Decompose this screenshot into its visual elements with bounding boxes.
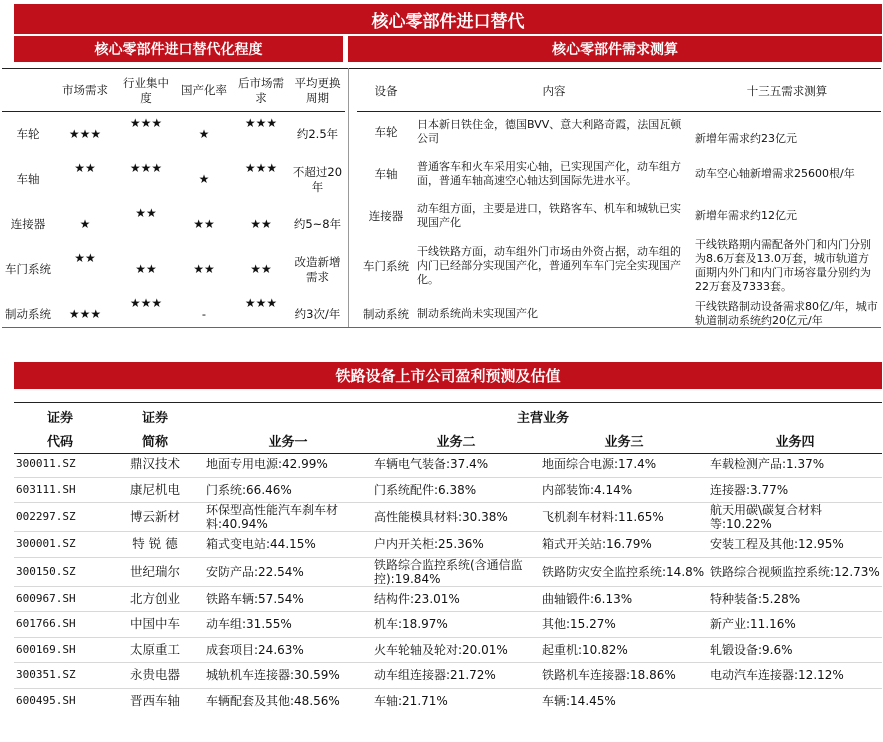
table-row [14, 586, 882, 612]
header-business-1: 业务一 [268, 434, 308, 450]
business-1: 动车组:31.55% [206, 617, 292, 632]
business-3: 箱式开关站:16.79% [542, 537, 652, 552]
table-row [14, 503, 882, 532]
business-2: 机车:18.97% [374, 617, 448, 632]
header-business-2: 业务二 [436, 434, 476, 450]
security-code: 002297.SZ [16, 510, 76, 523]
table-row [14, 532, 882, 558]
component-name: 制动系统 [5, 307, 51, 321]
table-row [14, 477, 882, 503]
table-row [2, 292, 345, 337]
market-stars: ★★★ [68, 127, 102, 141]
business-2: 户内开关柜:25.36% [374, 537, 484, 552]
business-3: 起重机:10.82% [542, 642, 628, 657]
security-code: 603111.SH [16, 482, 76, 496]
earnings-table [14, 404, 882, 713]
device-name: 车门系统 [363, 258, 409, 273]
device-content: 动车组方面，主要是进口，铁路客车、机车和城轨已实现国产化 [417, 201, 681, 229]
security-name: 康尼机电 [129, 481, 180, 497]
business-2: 高性能模具材料:30.38% [374, 510, 508, 524]
business-1: 成套项目:24.63% [206, 642, 304, 657]
security-code: 300011.SZ [16, 457, 76, 471]
market-stars: ★ [79, 217, 91, 231]
business-3: 内部装饰:4.14% [542, 482, 633, 497]
component-name: 车轮 [16, 127, 40, 141]
business-4 [708, 688, 882, 713]
localization-stars: ★ [198, 127, 210, 141]
aftermarket-stars: ★★★ [244, 296, 278, 310]
component-name: 连接器 [10, 217, 46, 231]
business-4: 特种装备:5.28% [710, 591, 801, 606]
business-1: 环保型高性能汽车刹车材料:40.94% [206, 503, 339, 531]
business-3: 曲轴锻件:6.13% [542, 591, 633, 606]
business-2: 铁路综合监控系统(含通信监控):19.84% [374, 557, 523, 586]
section-divider [348, 68, 349, 327]
device-demand: 干线铁路期内需配备外门和内门分别为8.6万套及13.0万套，城市轨道方面期内外门和内门市场容量分别约为22万套及7333套。 [695, 237, 871, 293]
earnings-header-top [14, 404, 882, 428]
business-3: 地面综合电源:17.4% [542, 457, 657, 472]
concentration-stars: ★★★ [129, 161, 163, 175]
aftermarket-stars: ★★★ [244, 116, 278, 130]
device-demand: 动车空心轴新增需求25600根/年 [695, 166, 855, 180]
security-name: 中国中车 [129, 616, 180, 632]
header-business-4: 业务四 [775, 434, 815, 450]
business-4: 连接器:3.77% [710, 482, 789, 497]
header-concentration: 行业集中度 [116, 70, 176, 112]
header-replacement-cycle: 平均更换周期 [290, 70, 345, 112]
security-name: 晋西车轴 [129, 692, 180, 708]
earnings-header-bottom [14, 428, 882, 452]
concentration-stars: ★★ [135, 262, 157, 276]
header-device: 设备 [357, 70, 415, 112]
business-1: 安防产品:22.54% [206, 564, 304, 579]
localization-stars: ★ [198, 172, 210, 186]
bottom-section-banner [14, 362, 882, 389]
market-stars: ★★ [74, 251, 96, 265]
business-1: 城轨机车连接器:30.59% [206, 668, 340, 683]
security-name: 特 锐 德 [132, 536, 178, 552]
table-row [14, 688, 882, 713]
bottom-section-title: 铁路设备上市公司盈利预测及估值 [335, 367, 561, 385]
business-4: 铁路综合视频监控系统:12.73% [710, 564, 880, 579]
market-stars: ★★ [74, 161, 96, 175]
business-1: 箱式变电站:44.15% [206, 537, 316, 552]
replacement-cycle: 不超过20年 [292, 164, 343, 194]
concentration-stars: ★★ [135, 206, 157, 220]
device-content: 干线铁路方面，动车组外门市场由外资占据，动车组的内门已经部分实现国产化，普通列车车门完全实现国产化。 [417, 244, 681, 286]
table-row [14, 557, 882, 586]
concentration-stars: ★★★ [129, 116, 163, 130]
top-rule [2, 68, 881, 69]
right-section-header [348, 36, 882, 62]
security-code: 601766.SH [16, 617, 76, 631]
header-name-top: 证券 [141, 410, 168, 426]
main-title: 核心零部件进口替代 [371, 11, 525, 32]
security-name: 永贵电器 [129, 667, 180, 683]
header-localization-rate: 国产化率 [176, 70, 232, 112]
header-code-top: 证券 [46, 410, 73, 426]
device-name: 车轴 [374, 166, 398, 181]
security-code: 300351.SZ [16, 668, 76, 682]
business-4: 新产业:11.16% [710, 617, 796, 632]
business-1: 铁路车辆:57.54% [206, 591, 304, 606]
replacement-cycle: 约2.5年 [296, 127, 339, 141]
business-1: 车辆配套及其他:48.56% [206, 693, 340, 708]
header-code-bottom: 代码 [46, 434, 73, 450]
security-name: 世纪瑞尔 [129, 563, 180, 579]
business-3: 铁路防灾安全监控系统:14.8% [542, 564, 705, 579]
aftermarket-stars: ★★ [250, 262, 272, 276]
security-code: 300001.SZ [16, 537, 76, 551]
business-4: 车载检测产品:1.37% [710, 457, 825, 472]
table-row [14, 663, 882, 689]
main-title-banner [14, 4, 882, 34]
table-row [14, 452, 882, 477]
table-row [357, 236, 881, 296]
device-content: 制动系统尚未实现国产化 [417, 306, 538, 320]
security-code: 600169.SH [16, 642, 76, 656]
demand-table [357, 70, 881, 332]
bottom-top-rule [14, 402, 882, 403]
security-name: 太原重工 [129, 641, 180, 657]
left-section-header [14, 36, 343, 62]
header-business-3: 业务三 [604, 434, 644, 450]
replacement-cycle: 改造新增需求 [294, 254, 341, 284]
business-2: 车辆电气装备:37.4% [374, 457, 489, 472]
business-1: 地面专用电源:42.99% [206, 457, 328, 472]
device-name: 连接器 [368, 208, 404, 223]
device-content: 日本新日铁住金，德国BVV、意大利路奇霞，法国瓦顿公司 [417, 117, 682, 145]
security-code: 600967.SH [16, 591, 76, 605]
localization-table [2, 70, 345, 337]
table-row [357, 196, 881, 236]
business-3: 车辆:14.45% [542, 693, 616, 708]
demand-table-header [357, 70, 881, 112]
business-4: 安装工程及其他:12.95% [710, 537, 844, 552]
business-4: 航天用碳\碳复合材料等:10.22% [710, 503, 823, 531]
localization-table-header [2, 70, 345, 112]
mid-rule [2, 327, 881, 328]
localization-stars: ★★ [193, 217, 215, 231]
business-4: 轧锻设备:9.6% [710, 642, 793, 657]
business-2: 结构件:23.01% [374, 591, 460, 606]
security-name: 鼎汉技术 [129, 456, 180, 472]
header-aftermarket-demand: 后市场需求 [232, 70, 290, 112]
left-section-title: 核心零部件进口替代化程度 [94, 42, 263, 58]
security-code: 600495.SH [16, 693, 76, 707]
device-demand: 新增年需求约23亿元 [695, 131, 797, 145]
device-demand: 干线铁路制动设备需求80亿/年，城市轨道制动系统约20亿元/年 [695, 299, 878, 327]
concentration-stars: ★★★ [129, 296, 163, 310]
business-3: 飞机刹车材料:11.65% [542, 510, 664, 524]
security-name: 北方创业 [129, 590, 180, 606]
market-stars: ★★★ [68, 307, 102, 321]
business-3: 其他:15.27% [542, 617, 616, 632]
header-name-bottom: 简称 [141, 434, 168, 450]
business-3: 铁路机车连接器:18.86% [542, 668, 676, 683]
right-section-title: 核心零部件需求测算 [552, 42, 678, 58]
header-market-demand: 市场需求 [54, 70, 116, 112]
replacement-cycle: 约5~8年 [293, 217, 342, 231]
component-name: 车轴 [16, 172, 40, 186]
security-code: 300150.SZ [16, 564, 76, 578]
device-content: 普通客车和火车采用实心轴，已实现国产化，动车组方面，普通车轴高速空心轴达到国际先进水平。 [417, 159, 681, 187]
device-name: 制动系统 [363, 306, 409, 321]
business-4: 电动汽车连接器:12.12% [710, 668, 844, 683]
header-main-business: 主营业务 [517, 410, 570, 426]
business-2: 火车轮轴及轮对:20.01% [374, 642, 508, 657]
device-demand: 新增年需求约12亿元 [695, 208, 797, 222]
table-row [357, 112, 881, 152]
table-row [2, 112, 345, 158]
table-row [2, 202, 345, 247]
aftermarket-stars: ★★★ [244, 161, 278, 175]
aftermarket-stars: ★★ [250, 217, 272, 231]
security-name: 博云新材 [129, 509, 180, 524]
component-name: 车门系统 [5, 262, 51, 276]
business-2: 动车组连接器:21.72% [374, 668, 496, 683]
business-1: 门系统:66.46% [206, 482, 292, 497]
header-demand-estimate: 十三五需求测算 [693, 70, 881, 112]
device-name: 车轮 [374, 124, 398, 139]
business-2: 车轴:21.71% [374, 693, 448, 708]
header-content: 内容 [415, 70, 693, 112]
table-row [14, 612, 882, 638]
localization-stars: - [201, 307, 207, 321]
replacement-cycle: 约3次/年 [294, 307, 341, 321]
table-row [2, 157, 345, 202]
header-blank [2, 70, 54, 112]
localization-stars: ★★ [193, 262, 215, 276]
table-row [357, 152, 881, 196]
business-2: 门系统配件:6.38% [374, 482, 477, 497]
table-row [14, 637, 882, 663]
table-row [2, 247, 345, 292]
